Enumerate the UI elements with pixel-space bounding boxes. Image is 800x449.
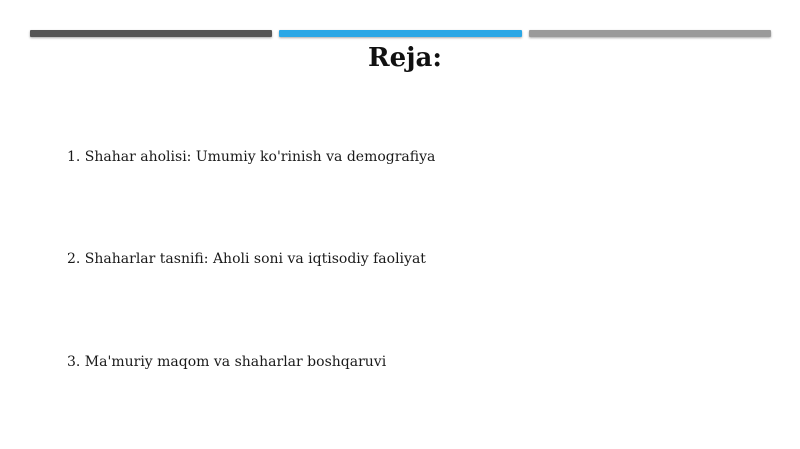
header-bar-left: [30, 30, 272, 37]
slide-title: Reja:: [367, 43, 442, 73]
plan-item-2: 2. Shaharlar tasnifi: Aholi soni va iqtisodiy faoliyat: [67, 251, 426, 267]
plan-item-1: 1. Shahar aholisi: Umumiy ko'rinish va demografiya: [67, 149, 436, 165]
plan-item-3: 3. Ma'muriy maqom va shaharlar boshqaruvi: [67, 354, 387, 370]
header-bar-right: [529, 30, 771, 37]
header-bar-center: [279, 30, 522, 37]
